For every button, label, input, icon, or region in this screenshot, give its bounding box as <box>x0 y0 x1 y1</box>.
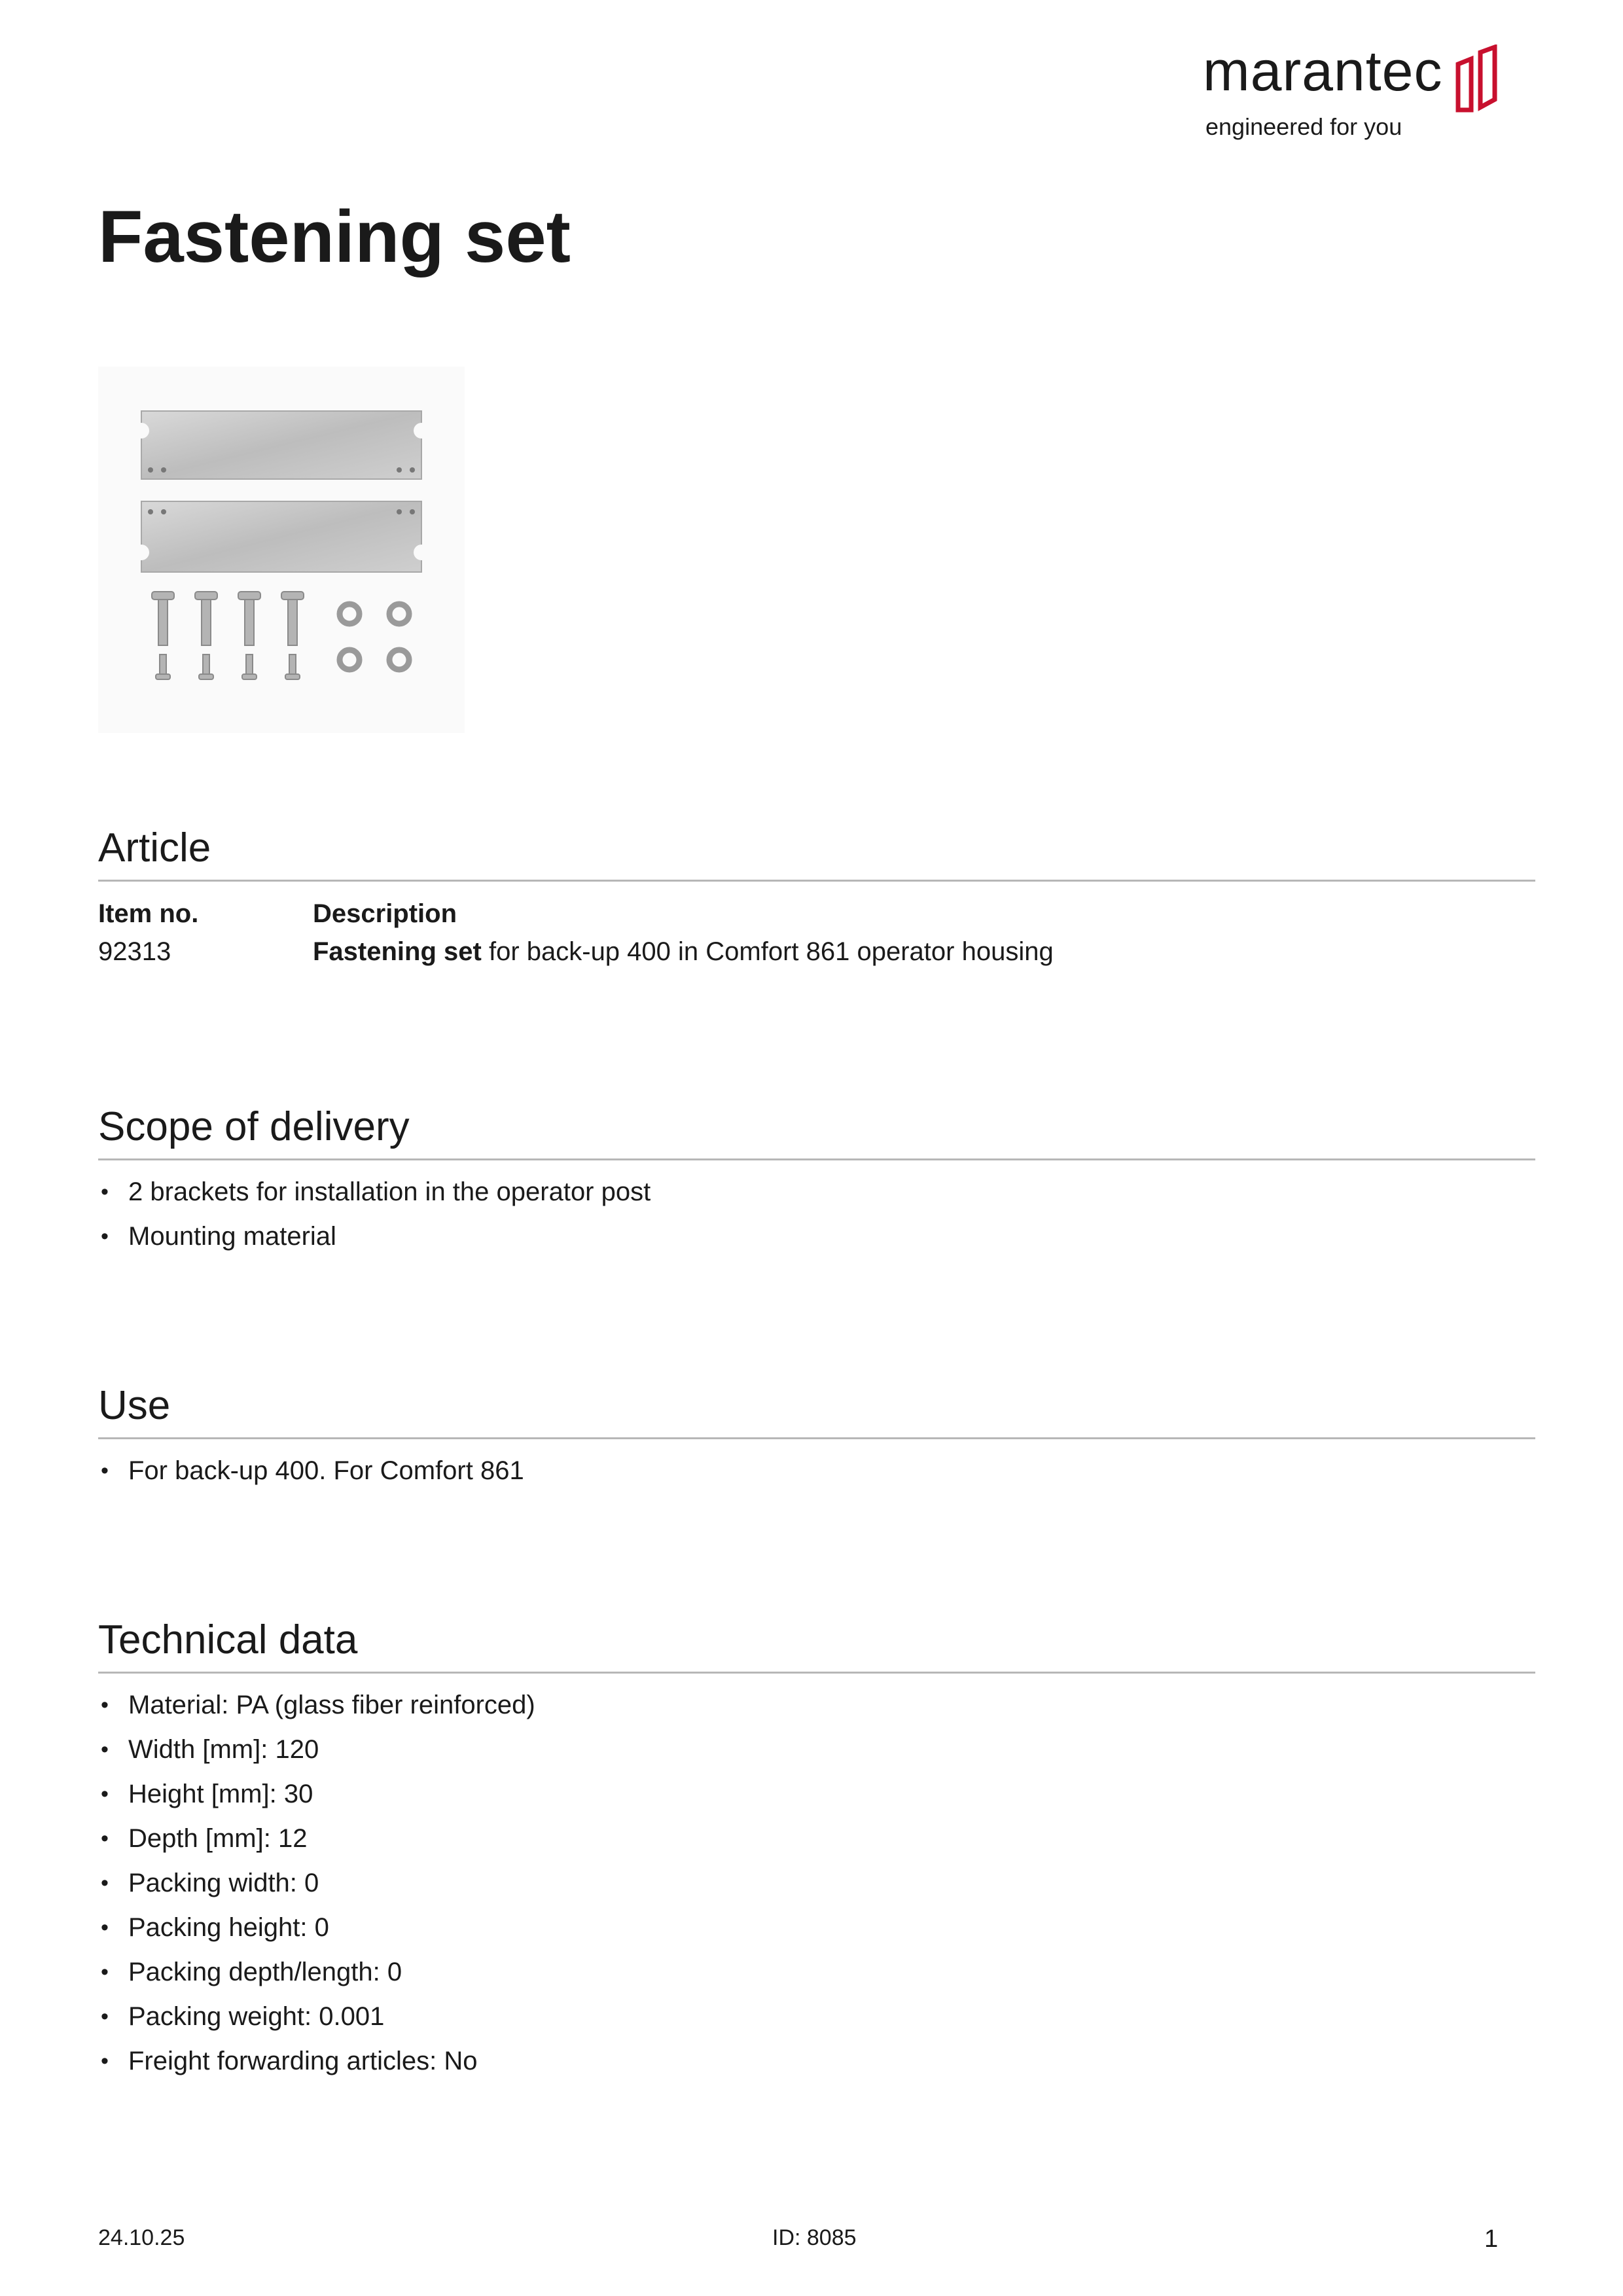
footer-page-number: 1 <box>1484 2225 1499 2253</box>
list-item: • Height [mm]: 30 <box>98 1772 1535 1816</box>
footer-id: ID: 8085 <box>772 2225 857 2250</box>
list-item: • Packing weight: 0.001 <box>98 1994 1535 2039</box>
article-section <box>98 826 1535 971</box>
list-item: • Freight forwarding articles: No <box>98 2039 1535 2083</box>
list-item: • Mounting material <box>98 1214 1535 1259</box>
bolts <box>152 592 304 645</box>
use-section <box>98 1384 1535 1493</box>
technical-section <box>98 1618 1535 2083</box>
list-item: • Depth [mm]: 12 <box>98 1816 1535 1861</box>
bracket-shape <box>134 501 429 572</box>
description-product-name: Fastening set <box>313 937 482 967</box>
screws <box>156 655 300 679</box>
brand-tagline: engineered for you <box>1205 113 1402 140</box>
brand-logo <box>1203 40 1504 148</box>
page-title: Fastening set <box>98 196 571 278</box>
brand-name: marantec <box>1203 40 1443 103</box>
description-header: Description <box>313 899 457 929</box>
list-item: • 2 brackets for installation in the operator post <box>98 1170 1535 1214</box>
use-heading: Use <box>98 1384 1535 1439</box>
list-item: • For back-up 400. For Comfort 861 <box>98 1448 1535 1493</box>
product-image <box>98 367 465 733</box>
list-item: • Width [mm]: 120 <box>98 1727 1535 1772</box>
article-heading: Article <box>98 826 1535 882</box>
article-data-row <box>98 933 1535 971</box>
scope-heading: Scope of delivery <box>98 1105 1535 1160</box>
fastening-set-product-photo-icon <box>98 367 465 733</box>
article-header-row <box>98 895 1535 933</box>
list-item: • Material: PA (glass fiber reinforced) <box>98 1683 1535 1727</box>
description-value <box>313 933 1535 971</box>
scope-section <box>98 1105 1535 1259</box>
marantec-logo-icon <box>1454 45 1507 117</box>
list-item: • Packing width: 0 <box>98 1861 1535 1905</box>
technical-heading: Technical data <box>98 1618 1535 1674</box>
list-item: • Packing depth/length: 0 <box>98 1950 1535 1994</box>
item-no-header: Item no. <box>98 899 199 929</box>
technical-list <box>98 1683 1535 2083</box>
item-no-value: 92313 <box>98 937 171 967</box>
washers <box>340 604 409 670</box>
use-list <box>98 1448 1535 1493</box>
description-text: for back-up 400 in Comfort 861 operator housing <box>481 937 1054 967</box>
list-item: • Packing height: 0 <box>98 1905 1535 1950</box>
scope-list <box>98 1170 1535 1259</box>
article-table <box>98 895 1535 971</box>
bracket-shape <box>134 411 429 479</box>
footer-date: 24.10.25 <box>98 2225 185 2250</box>
